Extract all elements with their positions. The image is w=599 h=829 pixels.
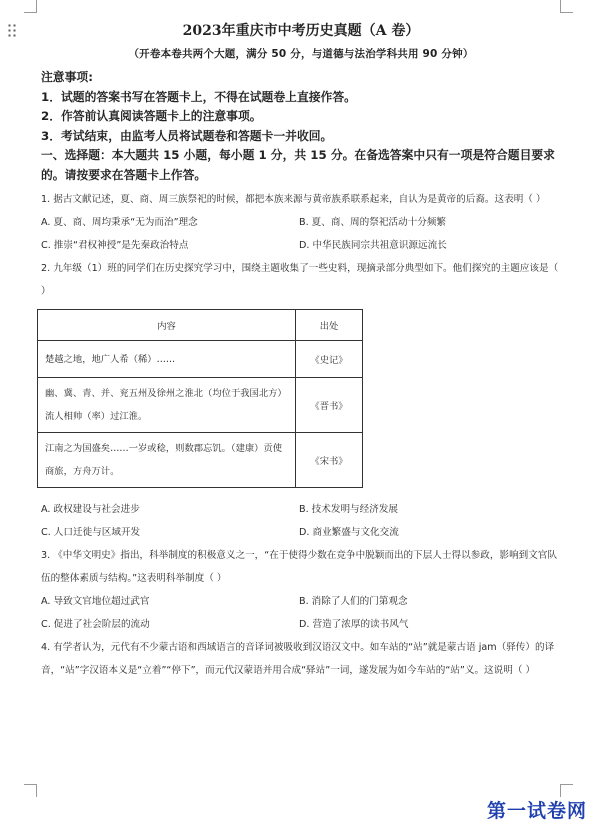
question-3-stem: 3. 《中华文明史》指出，科举制度的积极意义之一，“在于使得少数在竞争中脱颖而出的下层人士得以参政，影响到文官队伍的整体素质与结构。”这表明科举制度（ ）	[41, 550, 558, 584]
drag-handle-icon[interactable]	[7, 23, 17, 37]
notice-heading: 注意事项:	[41, 70, 93, 84]
notice-item: 1．试题的答案书写在答题卡上，不得在试题卷上直接作答。	[41, 89, 356, 104]
option-c: C. 推崇“君权神授”是先秦政治特点	[41, 240, 189, 251]
table-row	[38, 341, 363, 378]
question-2-options	[41, 498, 561, 544]
watermark-logo: 第一试卷网	[486, 800, 587, 822]
table-cell-source: 《晋书》	[296, 378, 363, 433]
option-b: B. 夏、商、周的祭祀活动十分频繁	[299, 217, 446, 228]
table-cell-content: 楚越之地，地广人希（稀）……	[38, 341, 296, 378]
notice-item: 3．考试结束，由监考人员将试题卷和答题卡一并收回。	[41, 128, 333, 143]
page-title: 2023年重庆市中考历史真题（A 卷）	[182, 23, 420, 39]
table-header-row	[38, 310, 363, 341]
question-1-options	[41, 211, 561, 257]
column-header-content: 内容	[38, 310, 296, 341]
crop-mark-bottom-left	[24, 784, 37, 797]
option-a: A. 导致文官地位超过武官	[41, 596, 150, 607]
section-heading: 一、选择题：本大题共 15 小题，每小题 1 分，共 15 分。在备选答案中只有一项是符合题目要求的。请按要求在答题卡上作答。	[41, 148, 555, 182]
table-cell-source: 《宋书》	[296, 433, 363, 488]
option-c: C. 促进了社会阶层的流动	[41, 619, 150, 630]
option-d: D. 商业繁盛与文化交流	[299, 527, 399, 538]
question-1-stem: 1. 据古文献记述，夏、商、周三族祭祀的时候，都把本族来源与黄帝族系联系起来，自认为是黄帝的后裔。这表明（ ）	[41, 194, 546, 205]
question-3-options	[41, 590, 561, 636]
exam-subtitle: （开卷本卷共两个大题，满分 50 分，与道德与法治学科共用 90 分钟）	[128, 48, 474, 60]
option-c: C. 人口迁徙与区域开发	[41, 527, 141, 538]
table-row	[38, 378, 363, 433]
source-table	[37, 309, 363, 488]
question-2-stem: 2. 九年级（1）班的同学们在历史探究学习中，围绕主题收集了一些史料，现摘录部分典型如下。他们探究的主题应该是（ ）	[41, 263, 559, 297]
table-row	[38, 433, 363, 488]
crop-mark-top-right	[560, 0, 573, 13]
table-cell-source: 《史记》	[296, 341, 363, 378]
option-b: B. 消除了人们的门第观念	[299, 596, 408, 607]
option-b: B. 技术发明与经济发展	[299, 504, 399, 515]
column-header-source: 出处	[296, 310, 363, 341]
crop-mark-top-left	[24, 0, 37, 13]
option-d: D. 营造了浓厚的读书风气	[299, 619, 409, 630]
table-cell-content: 幽、冀、青、并、兖五州及徐州之淮北（均位于我国北方）流人相帅（率）过江淮。	[38, 378, 296, 433]
notice-item: 2．作答前认真阅读答题卡上的注意事项。	[41, 109, 262, 123]
option-a: A. 夏、商、周均秉承“无为而治”理念	[41, 217, 198, 228]
question-4-stem: 4. 有学者认为，元代有不少蒙古语和西域语言的音译词被吸收到汉语汉文中。如车站的“站”就是蒙古语 jam（驿传）的译音，“站”字汉语本义是“立着”“停下”，而元代汉蒙语并用合成“驿站”一词，遂发展为如今车站的“站”义。这说明（ ）	[41, 642, 555, 676]
document-page	[41, 14, 561, 682]
option-d: D. 中华民族同宗共祖意识源远流长	[299, 240, 447, 251]
option-a: A. 政权建设与社会进步	[41, 504, 140, 515]
table-cell-content: 江南之为国盛矣……一岁或稔，则数郡忘饥。（建康）贡使商旅，方舟万计。	[38, 433, 296, 488]
